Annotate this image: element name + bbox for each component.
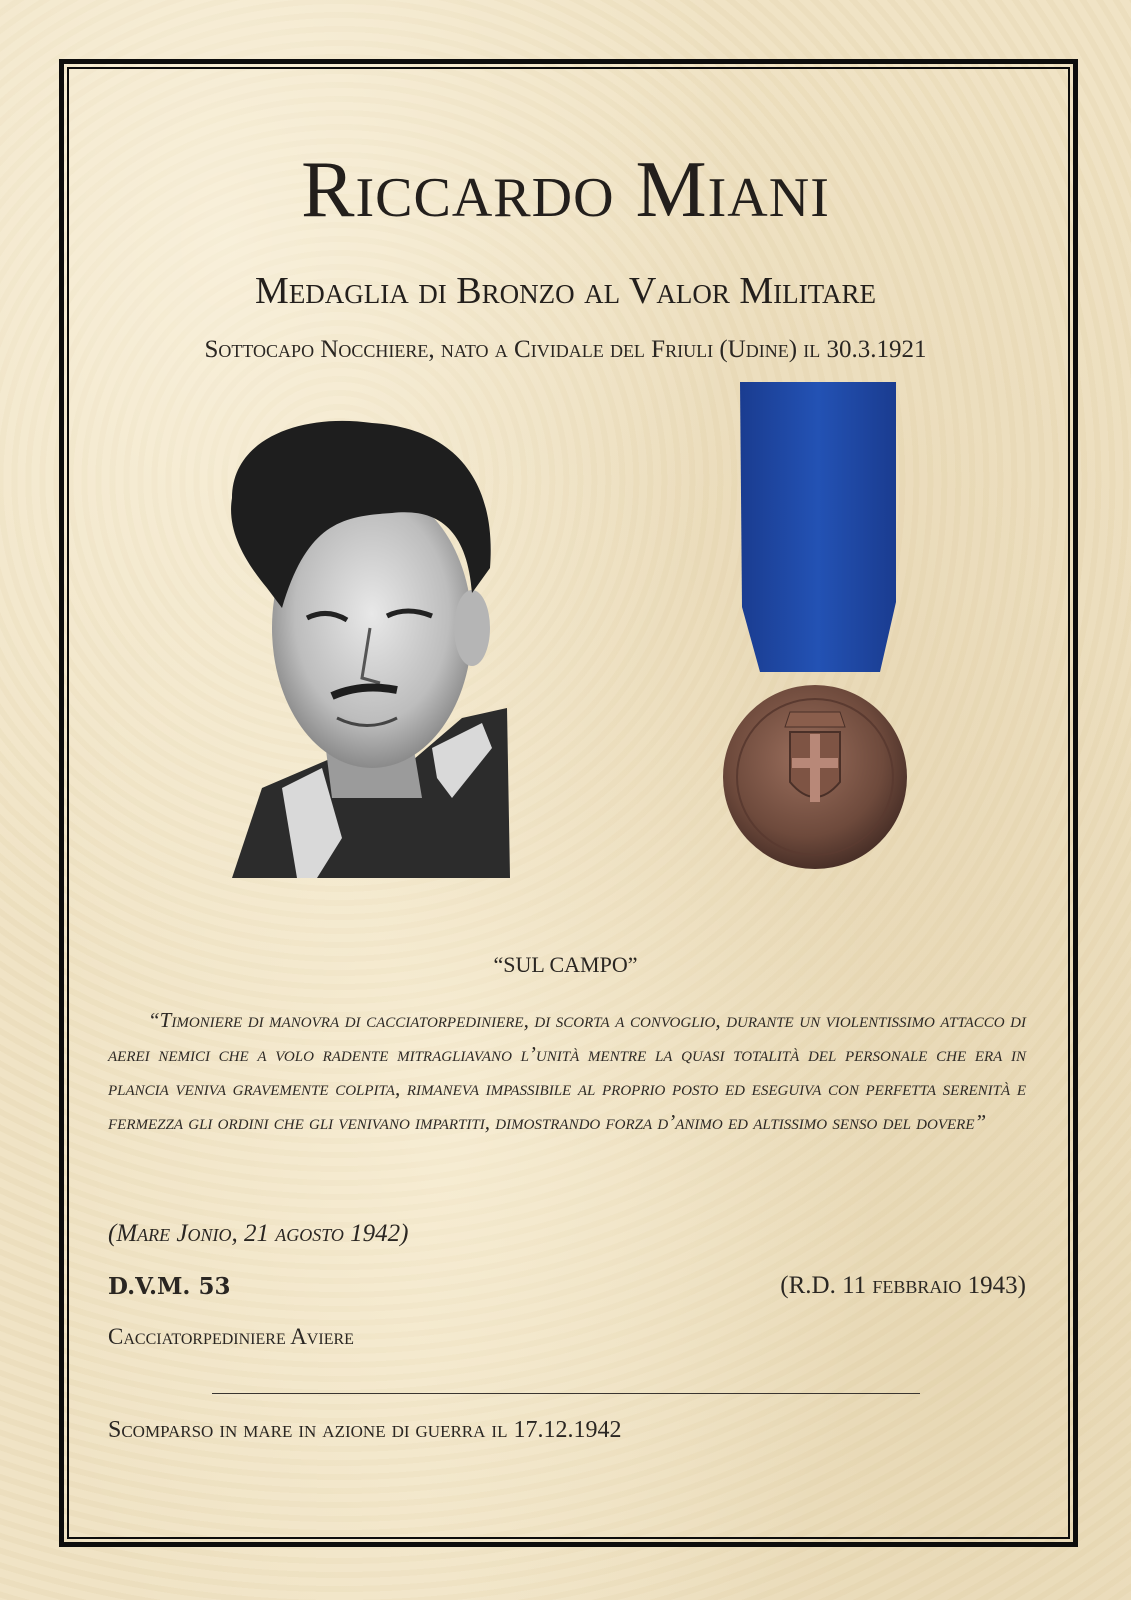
portrait-icon	[222, 418, 518, 878]
missing-in-action: Scomparso in mare in azione di guerra il 17.12.1942	[108, 1417, 622, 1443]
rank-birth-line: Sottocapo Nocchiere, nato a Cividale del Friuli (Udine) il 30.3.1921	[204, 336, 927, 363]
dvm-reference: D.V.M. 53	[108, 1273, 231, 1300]
award-title: Medaglia di Bronzo al Valor Militare	[255, 270, 876, 312]
divider	[212, 1393, 920, 1394]
motto: “SUL CAMPO”	[493, 952, 638, 977]
page-title: Riccardo Miani	[301, 146, 830, 234]
medal-icon	[720, 382, 910, 878]
royal-decree: (R.D. 11 febbraio 1943)	[780, 1272, 1026, 1299]
portrait-photo	[222, 418, 518, 878]
medal-image	[720, 382, 910, 878]
citation-text: “Timoniere di manovra di cacciatorpediniere, di scorta a convoglio, durante un violentissimo attacco di aerei nemici che a volo radente mitragliavano l’unità mentre la quasi totalità del personale che era in plancia veniva gravemente colpita, rimaneva impassibile al proprio posto ed eseguiva con perfetta serenità e fermezza gli ordini che gli venivano impartiti, dimostrando forza d’animo ed altissimo senso del dovere”	[108, 1008, 1026, 1134]
place-date: (Mare Jonio, 21 agosto 1942)	[108, 1220, 409, 1247]
ship-name: Cacciatorpediniere Aviere	[108, 1324, 354, 1349]
